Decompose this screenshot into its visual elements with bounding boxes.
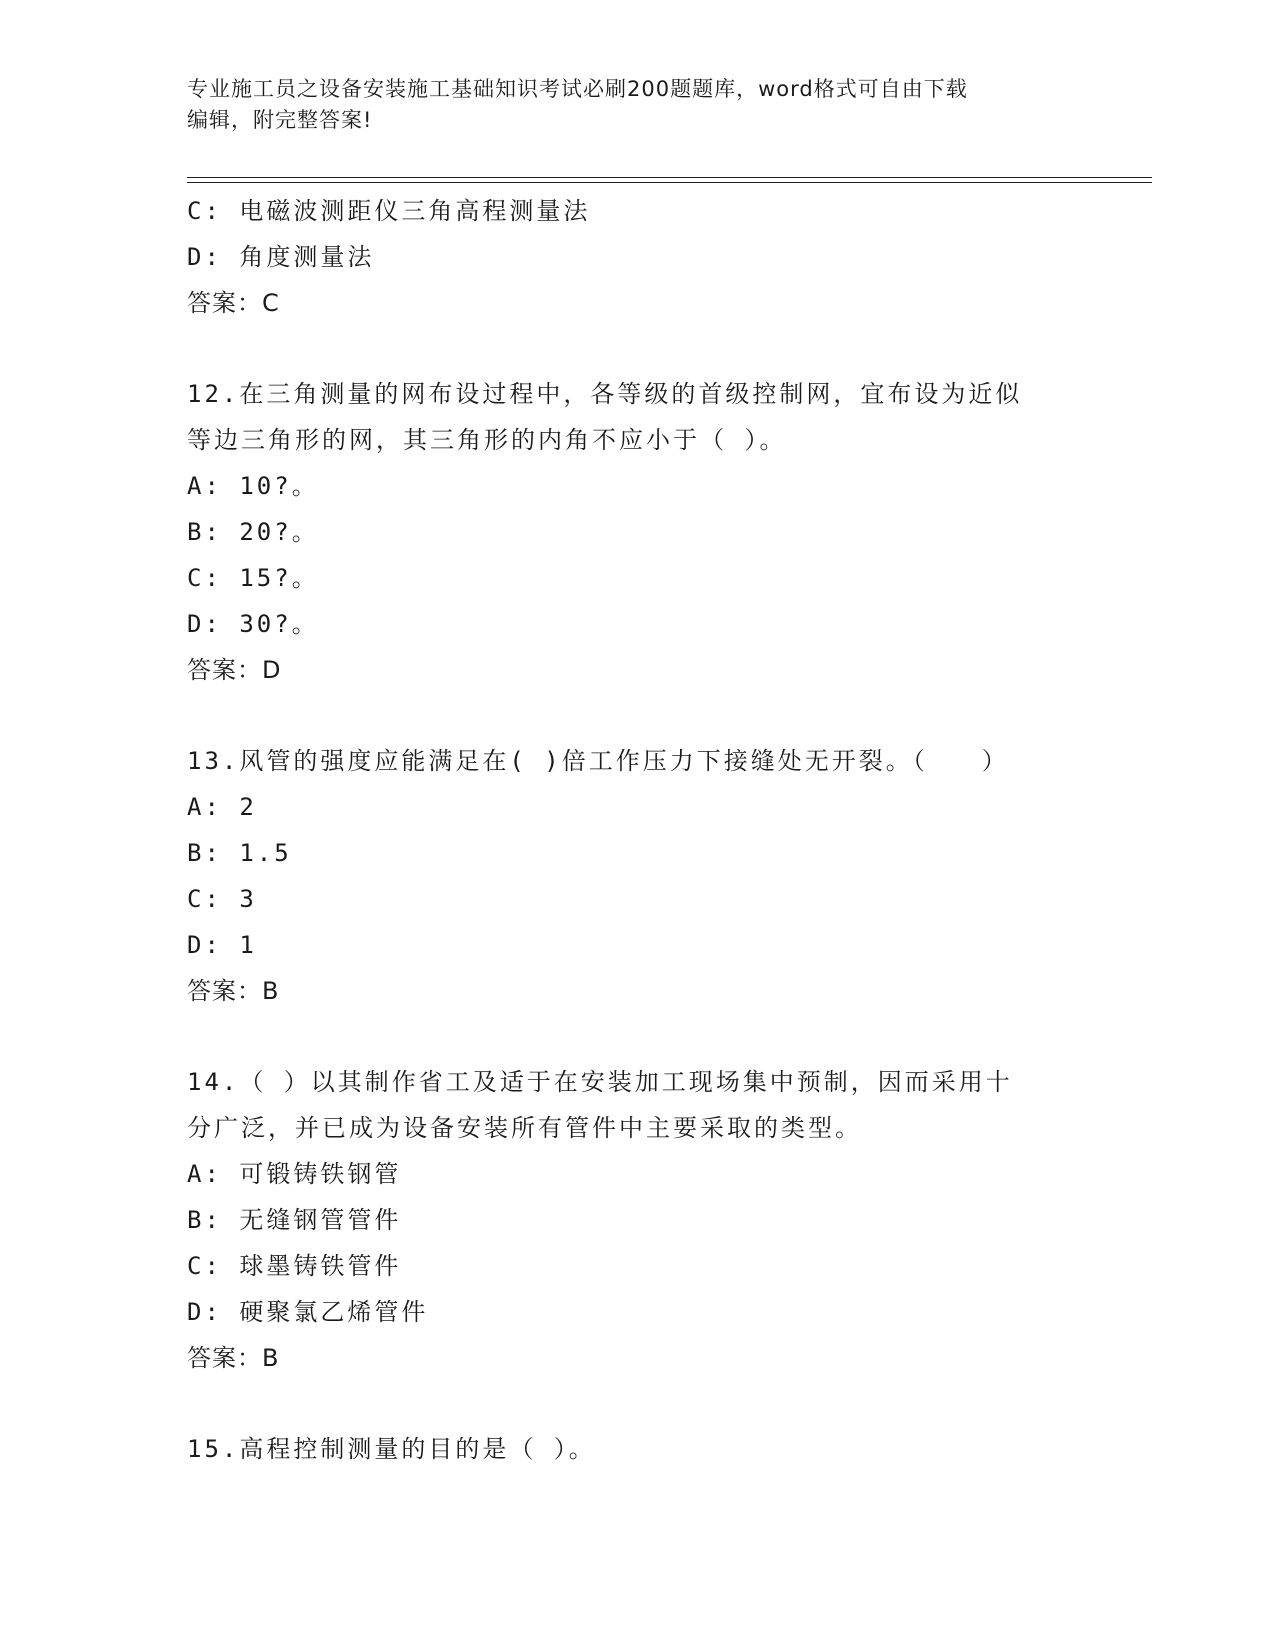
option-c: C: 电磁波测距仪三角高程测量法 — [187, 197, 591, 225]
page-header — [187, 74, 1077, 136]
question-12 — [187, 371, 1147, 693]
answer: 答案：B — [187, 977, 280, 1005]
spacer — [187, 1014, 1147, 1059]
option-d: D: 硬聚氯乙烯管件 — [187, 1298, 429, 1326]
header-title-line-1: 专业施工员之设备安装施工基础知识考试必刷200题题库，word格式可自由下载 — [187, 77, 968, 101]
option-c: C: 3 — [187, 885, 257, 913]
option-a: A: 可锻铸铁钢管 — [187, 1160, 402, 1188]
answer: 答案：B — [187, 1344, 280, 1372]
question-content — [187, 188, 1147, 1472]
option-b: B: 无缝钢管管件 — [187, 1206, 402, 1234]
question-stem-line-1: 14.（ ）以其制作省工及适于在安装加工现场集中预制，因而采用十 — [187, 1068, 1013, 1096]
header-title-line-2: 编辑，附完整答案! — [187, 108, 373, 132]
question-stem-line-1: 13.风管的强度应能满足在( )倍工作压力下接缝处无开裂。（ ） — [187, 747, 1009, 775]
option-a: A: 10?。 — [187, 472, 319, 500]
option-d: D: 30?。 — [187, 610, 319, 638]
option-d: D: 角度测量法 — [187, 243, 375, 271]
option-b: B: 20?。 — [187, 518, 319, 546]
question-stem-line-1: 15.高程控制测量的目的是（ ）。 — [187, 1435, 596, 1463]
question-15 — [187, 1426, 1147, 1472]
option-d: D: 1 — [187, 931, 257, 959]
question-13 — [187, 738, 1147, 1014]
question-stem-line-2: 等边三角形的网，其三角形的内角不应小于（ ）。 — [187, 426, 787, 454]
answer: 答案：C — [187, 289, 280, 317]
question-11-tail — [187, 188, 1147, 326]
option-a: A: 2 — [187, 793, 257, 821]
question-stem-line-1: 12.在三角测量的网布设过程中，各等级的首级控制网，宜布设为近似 — [187, 380, 1023, 408]
spacer — [187, 326, 1147, 371]
option-c: C: 球墨铸铁管件 — [187, 1252, 402, 1280]
answer: 答案：D — [187, 656, 282, 684]
question-14 — [187, 1059, 1147, 1381]
option-b: B: 1.5 — [187, 839, 292, 867]
option-c: C: 15?。 — [187, 564, 319, 592]
spacer — [187, 693, 1147, 738]
question-stem-line-2: 分广泛，并已成为设备安装所有管件中主要采取的类型。 — [187, 1114, 862, 1142]
spacer — [187, 1381, 1147, 1426]
header-double-rule — [187, 177, 1152, 183]
